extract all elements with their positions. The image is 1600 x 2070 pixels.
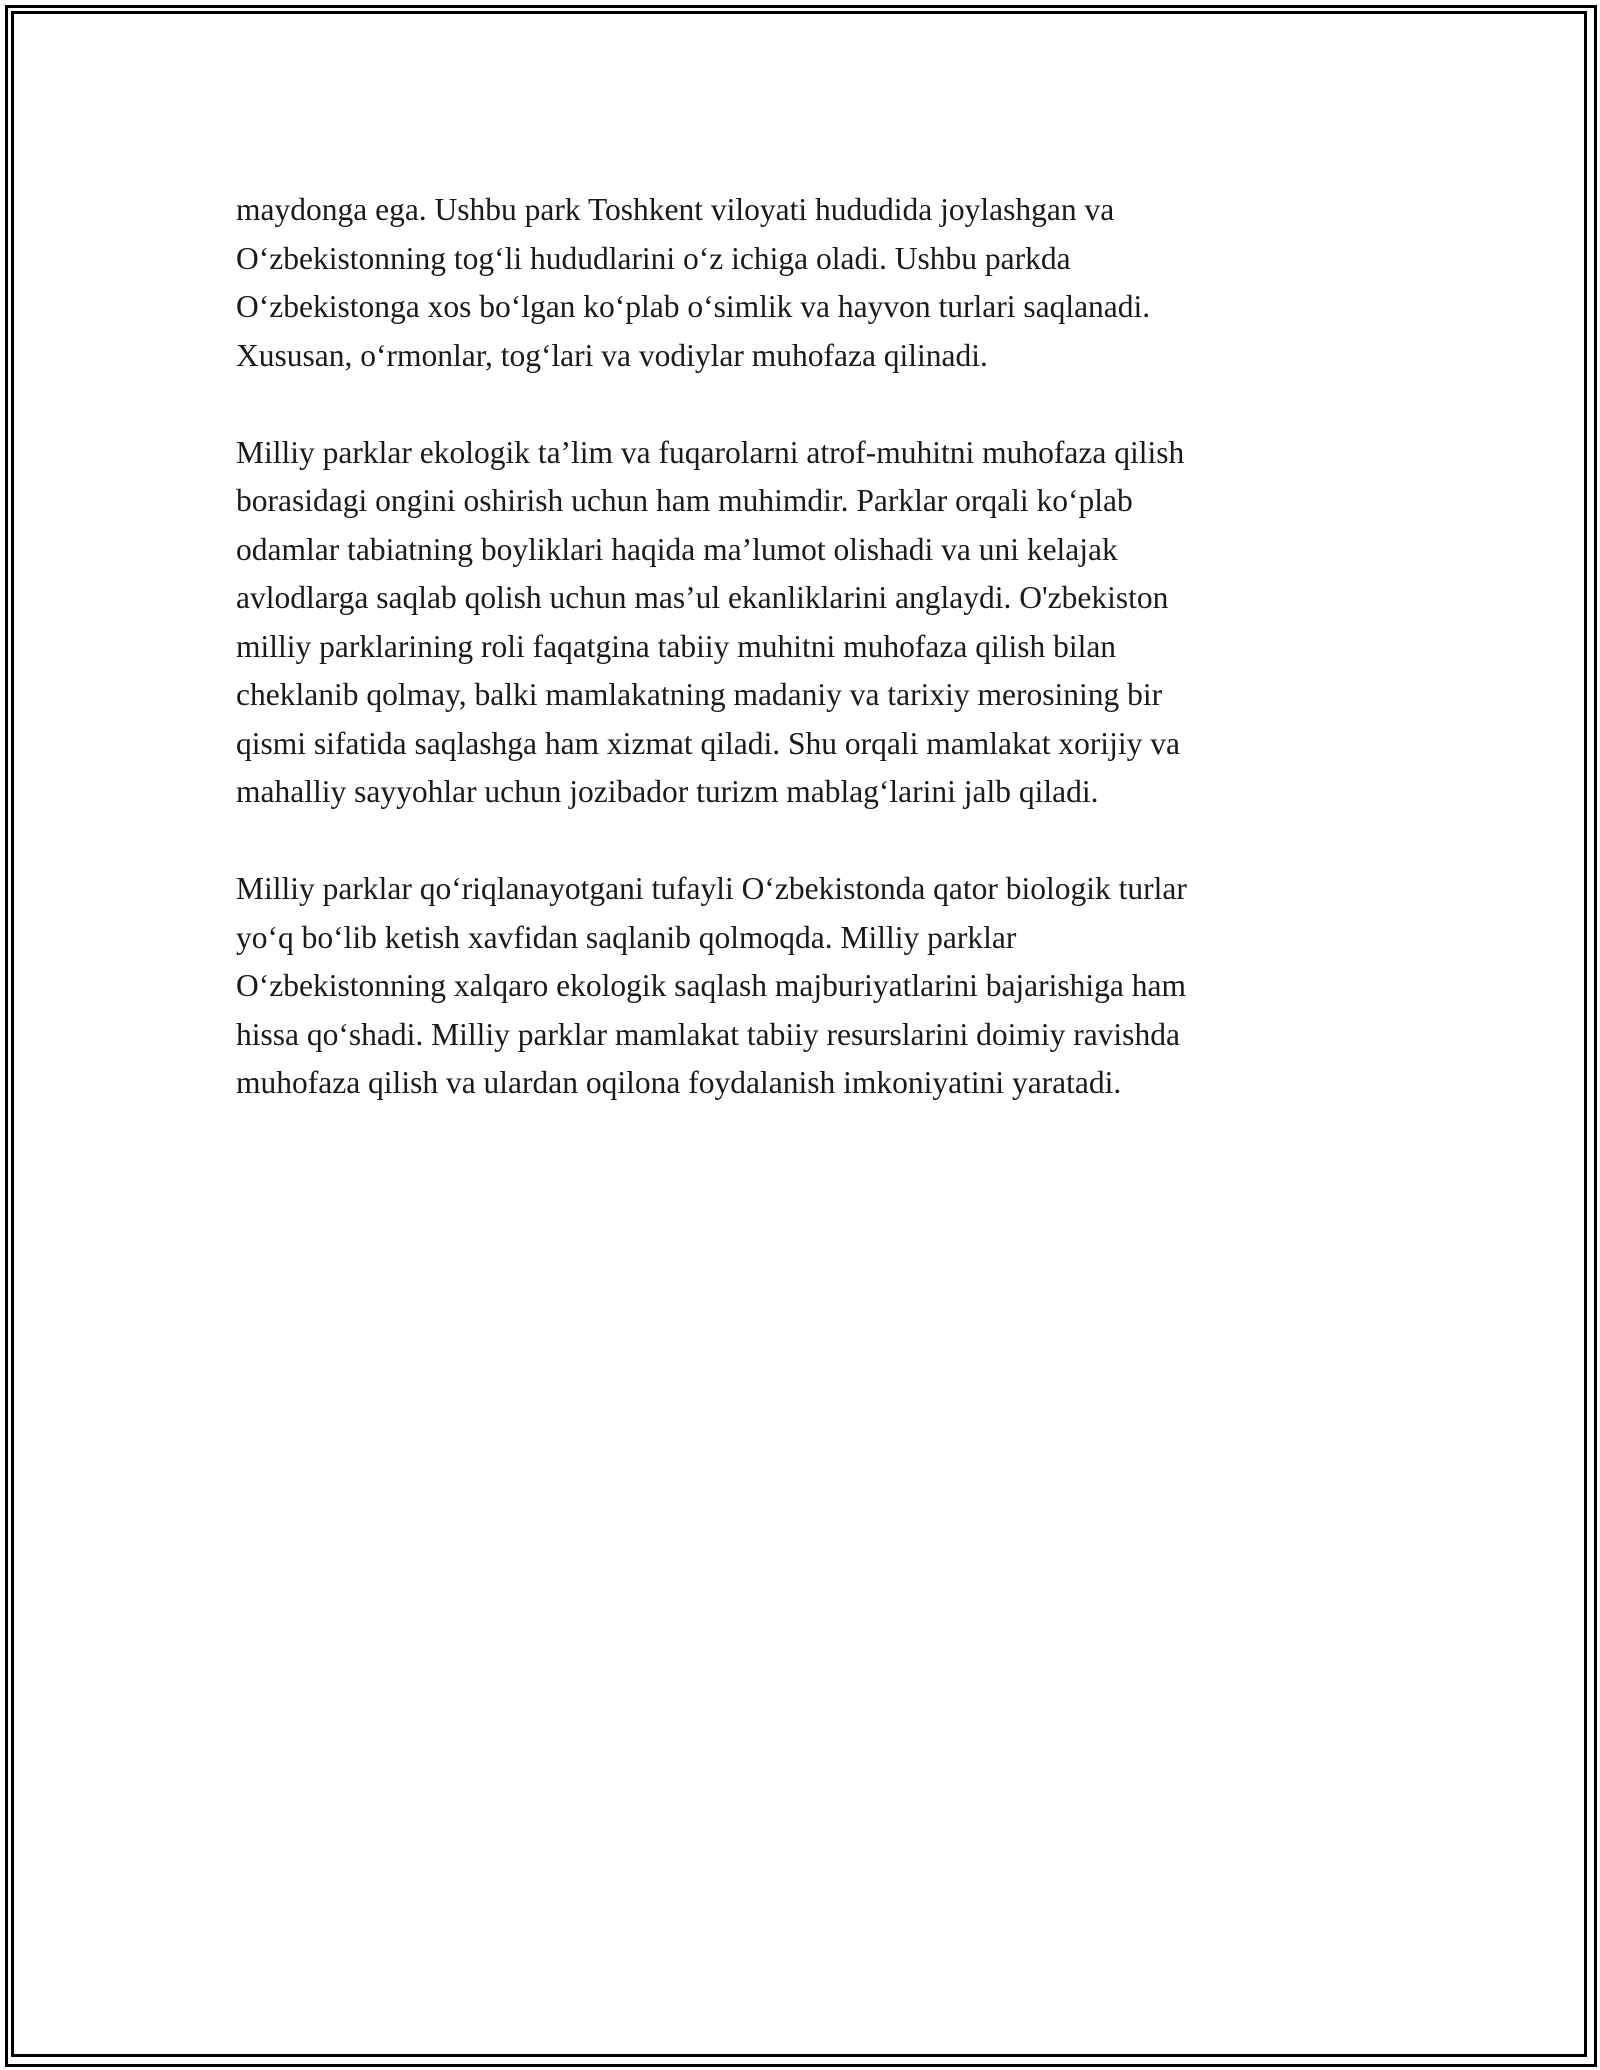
paragraph-1 [236,186,1366,380]
text-line: Milliy parklar ekologik ta’lim va fuqarolarni atrof-muhitni muhofaza qilish [236,434,1185,470]
text-line: maydonga ega. Ushbu park Toshkent viloyati hududida joylashgan va [236,192,1115,227]
text-line: milliy parklarining roli faqatgina tabiiy muhitni muhofaza qilish bilan [236,628,1117,664]
text-line: Xususan, o‘rmonlar, tog‘lari va vodiylar muhofaza qilinadi. [236,337,988,373]
paragraph-2 [236,429,1366,817]
text-line: odamlar tabiatning boyliklari haqida ma’lumot olishadi va uni kelajak [236,531,1118,567]
text-line: qismi sifatida saqlashga ham xizmat qiladi. Shu orqali mamlakat xorijiy va [236,725,1180,761]
text-line: cheklanib qolmay, balki mamlakatning madaniy va tarixiy merosining bir [236,677,1163,712]
text-line: Milliy parklar qo‘riqlanayotgani tufayli O‘zbekistonda qator biologik turlar [236,871,1187,906]
text-line: O‘zbekistonning xalqaro ekologik saqlash majburiyatlarini bajarishiga ham [236,968,1186,1003]
text-line: O‘zbekistonga xos bo‘lgan ko‘plab o‘simlik va hayvon turlari saqlanadi. [236,289,1151,324]
text-line: muhofaza qilish va ulardan oqilona foydalanish imkoniyatini yaratadi. [236,1065,1122,1100]
text-line: O‘zbekistonning tog‘li hududlarini o‘z ichiga oladi. Ushbu parkda [236,240,1071,276]
text-line: borasidagi ongini oshirish uchun ham muhimdir. Parklar orqali ko‘plab [236,483,1133,518]
document-body [236,186,1366,1156]
paragraph-3 [236,865,1366,1108]
text-line: yo‘q bo‘lib ketish xavfidan saqlanib qolmoqda. Milliy parklar [236,919,1017,955]
text-line: avlodlarga saqlab qolish uchun mas’ul ekanliklarini anglaydi. O'zbekiston [236,580,1169,615]
text-line: mahalliy sayyohlar uchun jozibador turizm mablag‘larini jalb qiladi. [236,774,1099,809]
text-line: hissa qo‘shadi. Milliy parklar mamlakat tabiiy resurslarini doimiy ravishda [236,1016,1180,1052]
